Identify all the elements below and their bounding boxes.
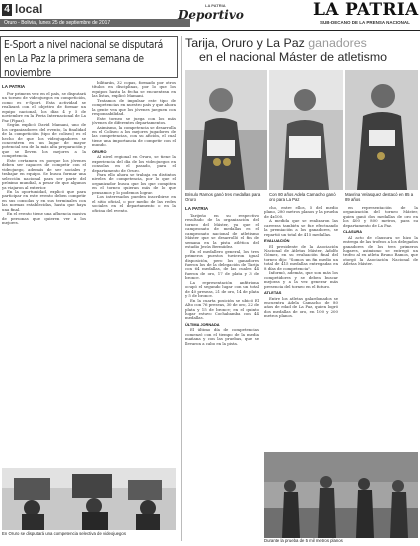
esport-photo-illustration	[2, 468, 176, 530]
right-headline	[185, 36, 418, 64]
right-headline-accent: ganadores	[308, 36, 367, 50]
paragraph: El último día de competencias comenzó con el tiempo de la media mañana y con las pruebas, que se llevaron a cabo en la pista.	[185, 327, 259, 346]
right-col2-subhead-2: ATLETAS	[264, 290, 282, 296]
esport-photo	[2, 468, 176, 530]
paragraph: Al nivel regional en Oruro, se tiene la experiencia del día de los videojuegos en consolas en el pasado, para el departamento de Oruro.	[92, 154, 176, 173]
athlete-photo-2	[269, 70, 343, 190]
athlete-photo-3	[345, 70, 418, 190]
paragraph: En la cuarta posición se ubicó El Alto con 76 preseas, 30 de oro, 22 de plata y 15 de bronce; en el quinto lugar estuvo Cochabamba con 44 medallas.	[185, 297, 259, 321]
athlete-photo-1-illustration	[185, 70, 267, 190]
dateline: Oruro - Bolivia, lunes 25 de septiembre de 2017	[4, 20, 111, 26]
paragraph: En la oportunidad, explicó que para participar en este evento deben competir en sus consolas y en sus terminales con las normas establecidas, hasta que haya una final.	[2, 188, 86, 212]
paragraph: Tratamos de impulsar este tipo de competencias en nuestro país y que ahora la gente vea que los jóvenes jueguen con responsabilidad.	[92, 97, 176, 117]
paragraph: La representación anfitriona ocupó el segundo lugar con un total de 40 preseas, 21 de oro, 14 de plata y 5 de bronce.	[185, 279, 259, 299]
left-article	[0, 36, 178, 544]
athlete-caption-2: Con 80 años Adela Camacho ganó oro para La Paz	[269, 192, 336, 202]
page-header	[0, 0, 420, 32]
paragraph: Asimismo, la competencia se desarrolla en el Coliseo a los mejores jugadores de las competencias, con su afición, el cual tiene una importancia de competir con el mundo.	[92, 124, 176, 148]
newspaper-subtitle: SUB-DECANO DE LA PRENSA NACIONAL	[320, 20, 410, 25]
paragraph: Este torneo se juega con los más jóvenes de diferentes departamentos.	[92, 115, 176, 126]
left-headline: E-Sport a nivel nacional se disputará en La Paz la primera semana de noviembre	[4, 40, 163, 79]
paragraph: En el evento tiene una afluencia masiva de personas que quieren ver a los mejores.	[2, 211, 86, 226]
paragraph: Los interesados pueden inscribirse en el sitio oficial, o por medio de las redes sociales en el departamento o en la oficina del evento.	[92, 194, 176, 213]
paragraph: Entre los atletas galardonados se encuentra Adela Camacho de 80 años de edad de La Paz, quien logró dos medallas de oro, en 100 y 200 metros planos.	[264, 295, 338, 319]
athlete-caption-3: Mavrina Velasquez destacó en 85 a 89 años	[345, 192, 414, 202]
left-column-2	[92, 81, 176, 496]
athlete-photo-2-illustration	[269, 70, 343, 190]
right-col1-subhead: ÚLTIMA JORNADA	[185, 321, 220, 327]
section-logo-top: LA PATRIA	[205, 3, 226, 8]
esport-photo-caption: En Oruro se disputará una competencia selectiva de videojuegos	[2, 531, 126, 536]
right-column-3	[343, 206, 418, 442]
right-headline-part2: en el nacional Máster de atletismo	[199, 50, 388, 64]
paragraph: Para ello ahora se trabaja en distintos niveles de competencia, por lo que el organizador busca que los que compiten en el torneo quieran más de lo que pensamos y lo podemos lograr.	[92, 172, 176, 195]
section-label: local	[15, 2, 43, 16]
race-photo-caption: Durante la prueba de 5 mil metros planos	[264, 538, 343, 543]
section-logo	[176, 3, 244, 25]
newspaper-name: LA PATRIA	[313, 0, 419, 20]
right-article	[185, 36, 418, 544]
right-headline-part1: Tarija, Oruro y La Paz	[185, 36, 309, 50]
paragraph: En el medallero general, los tres primeros puestos tuvieron igual disposición, pero los ganadores fueron los de la delegación de Tarija con 64 medallas, de las cuales 44 fueron de oro, 17 de plata y 3 de bronce.	[185, 248, 259, 281]
paragraph: Tarijeño en su respectivo resultado de la organización del torneo del Máster, ya que el campeonato de medallas es el campeonato nacional de atletismo Máster que se desarrolló el fin de semana en la pista atlética del estadio Jesús Bermúdez.	[185, 214, 259, 250]
athlete-photo-1	[185, 70, 267, 190]
column-divider	[181, 36, 182, 541]
page-number: 4	[4, 4, 10, 15]
header-rule	[0, 30, 420, 31]
right-col3-subhead: CLASURA	[343, 229, 363, 235]
athlete-photo-3-illustration	[345, 70, 418, 190]
paragraph: Este certamen es porque los jóvenes deben ser capaces de competir con el videojuego, además de ser sociales y trabajar en equipo. Se busca formar una selección nacional para ser parte del próximo mundial, a pesar de que algunos ya viajaron al exterior.	[2, 157, 86, 190]
page-number-box	[2, 4, 12, 16]
paragraph: cho, entre ellos, 5 del medio plano, 280 metros planos y la prueba de 4x100.	[264, 206, 338, 219]
left-byline: LA PATRIA	[2, 84, 26, 89]
right-column-1	[185, 214, 259, 450]
athlete-caption-1: Brisulo Ramos ganó tres medallas para Oruro	[185, 192, 261, 202]
paragraph: El presidente de la Asociación Nacional de Atletas Máster, Adolfo Gómez, en su evaluación final del torneo dijo: "Somos un fin medio un total de 415 medallas entregadas en 8 días de competencia".	[264, 243, 338, 271]
paragraph: A medida que se realizaron las carreras también se fue efectuando la premiación a los ganadores, se repartió un total de 415 medallas.	[264, 218, 338, 237]
section-logo-name: Deportivo	[178, 8, 244, 22]
race-photo	[264, 452, 418, 538]
left-column-1	[2, 92, 86, 496]
paragraph: Por primera vez en el país, se disputará un torneo de videojuegos en competición, como es e-Sport. Esta actividad se realizará con el objetivo de formar un equipo nacional, los días 4 y 5 de noviembre en la Feria Internacional de La Paz (Fipaz).	[2, 92, 86, 123]
paragraph: Informó, además, que son más los competidores y se deben buscar mejoras y a la vez generar más presencia del torneo en el futuro.	[264, 270, 338, 289]
right-col2-subhead: EVALUACIÓN	[264, 238, 290, 244]
right-column-2	[264, 206, 338, 450]
header-dateline-bar	[0, 19, 190, 27]
paragraph: Al acto de clausura se hizo la entrega de las trofeos a los delegados ganadores de los tres primeros lugares, asimismo se entregó un trofeo al ex atleta Bruno Ramos, que otorgó la Asociación Nacional de Atletas Máster.	[343, 234, 418, 267]
paragraph: bilitarán, 32 copas, formado por otros títulos en disciplinas, por lo que los equipos hasta la fecha se encuentran en las listas, explicó Mamani.	[92, 81, 176, 99]
right-byline: LA PATRIA	[185, 206, 209, 211]
left-col2-subhead: ORURO	[92, 148, 107, 154]
race-photo-illustration	[264, 452, 418, 538]
paragraph: en representación de la organización del torneo Máster, quien ganó dos medallas de oro en los 400 y 800 metros, para su departamento de La Paz.	[343, 206, 418, 228]
paragraph: Según explicó David Mamani, uno de los organizadores del evento, la finalidad de la competición (tipo de coliseo) es el hecho de que los videojugadores se concentren en un lugar de mayor potencial sea de la más alta preparación y que se lleven los mejores a la competencia.	[2, 122, 86, 159]
